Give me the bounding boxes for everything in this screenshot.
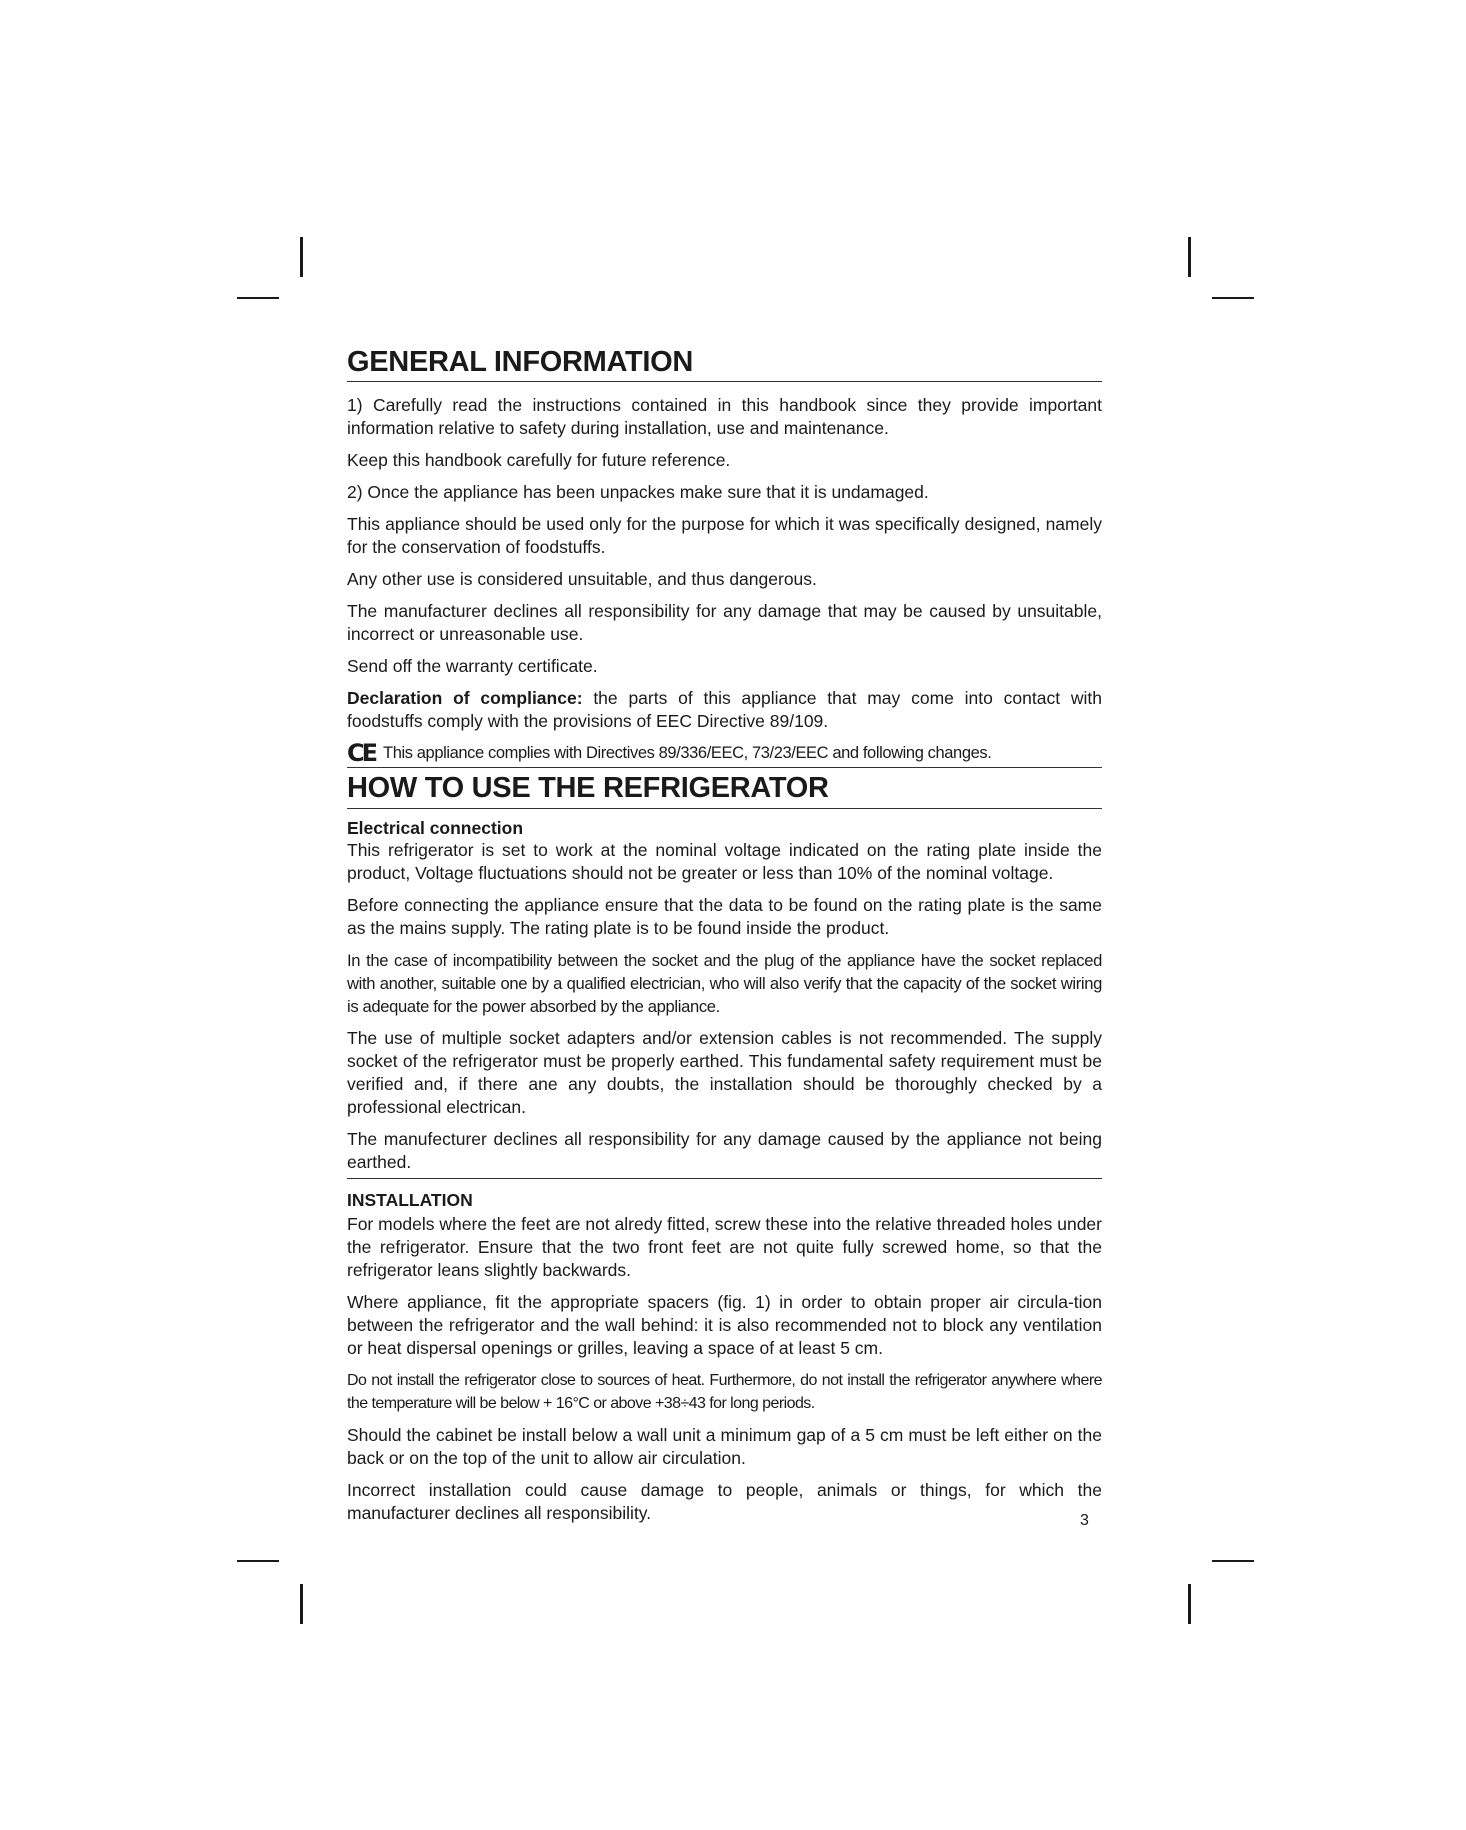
electrical-paragraph-3: In the case of incompatibility between the socket and the plug of the appliance have the socket replaced with another, suitable one by a qualified electrician, who will also verify that the capacity of the socket wiring is adequate for the power absorbed by the appliance.: [347, 950, 1102, 1016]
electrical-paragraph-1: This refrigerator is set to work at the nominal voltage indicated on the rating plate inside the product, Voltage fluctuations should not be greater or less than 10% of the nominal voltage.: [347, 839, 1102, 883]
electrical-paragraph-2: Before connecting the appliance ensure that the data to be found on the rating plate is the same as the mains supply. The rating plate is to be found inside the product.: [347, 894, 1102, 938]
general-paragraph-3: 2) Once the appliance has been unpackes make sure that it is undamaged.: [347, 482, 929, 503]
declaration-paragraph: [347, 687, 1102, 733]
crop-mark-bottom-right-horizontal: [1212, 1560, 1254, 1562]
crop-mark-bottom-left-vertical: [300, 1584, 303, 1624]
ce-compliance-text: This appliance complies with Directives 89/336/EEC, 73/23/EEC and following changes.: [383, 744, 992, 763]
general-paragraph-7: Send off the warranty certificate.: [347, 656, 598, 677]
crop-mark-top-right-horizontal: [1212, 297, 1254, 299]
installation-paragraph-3: Do not install the refrigerator close to sources of heat. Furthermore, do not install the refrigerator anywhere where the temperature will be below + 16°C or above +38÷43 for long periods.: [347, 1371, 1102, 1412]
crop-mark-bottom-right-vertical: [1188, 1584, 1191, 1624]
general-paragraph-1: 1) Carefully read the instructions contained in this handbook since they provide important information relative to safety during installation, use and maintenance.: [347, 395, 1102, 439]
installation-paragraph-5: Incorrect installation could cause damage to people, animals or things, for which the manufacturer declines all responsibility.: [347, 1479, 1102, 1523]
ce-mark-icon: CE: [347, 739, 376, 768]
installation-paragraph-1: For models where the feet are not alredy fitted, screw these into the relative threaded holes under the refrigerator. Ensure that the two front feet are not quite fully screwed home, so that the refrigerator leans slightly backwards.: [347, 1213, 1102, 1280]
general-information-title: GENERAL INFORMATION: [347, 346, 1102, 382]
crop-mark-top-right-vertical: [1188, 237, 1191, 277]
how-to-use-title: HOW TO USE THE REFRIGERATOR: [347, 772, 1102, 808]
electrical-connection-heading: Electrical connection: [347, 817, 524, 838]
ce-compliance-line: [347, 739, 1102, 768]
general-paragraph-4: This appliance should be used only for the purpose for which it was specifically designed, namely for the conservation of foodstuffs.: [347, 514, 1102, 558]
declaration-text: the parts of this appliance that may come into contact with foodstuffs comply with the provisions of EEC Directive 89/109.: [347, 688, 1103, 732]
electrical-paragraph-4: The use of multiple socket adapters and/or extension cables is not recommended. The supply socket of the refrigerator must be properly earthed. This fundamental safety requirement must be verified and, if there ane any doubts, the installation should be thoroughly checked by a professional electrican.: [347, 1027, 1102, 1117]
general-paragraph-2: Keep this handbook carefully for future reference.: [347, 450, 731, 471]
declaration-label: Declaration of compliance:: [347, 688, 583, 709]
installation-paragraph-2: Where appliance, fit the appropriate spacers (fig. 1) in order to obtain proper air circula-tion between the refrigerator and the wall behind: it is also recommended not to block any ventilation or heat dispersal openings or grilles, leaving a space of at least 5 cm.: [347, 1291, 1102, 1358]
section-divider: [347, 1178, 1102, 1179]
page-number: 3: [1080, 1512, 1089, 1529]
crop-mark-bottom-left-horizontal: [237, 1560, 279, 1562]
page-content: [347, 346, 1102, 1534]
installation-paragraph-4: Should the cabinet be install below a wall unit a minimum gap of a 5 cm must be left either on the back or on the top of the unit to allow air circulation.: [347, 1424, 1102, 1468]
crop-mark-top-left-vertical: [300, 237, 303, 277]
general-paragraph-6: The manufacturer declines all responsibility for any damage that may be caused by unsuitable, incorrect or unreasonable use.: [347, 601, 1102, 645]
installation-heading: INSTALLATION: [347, 1189, 473, 1210]
electrical-paragraph-5: The manufecturer declines all responsibility for any damage caused by the appliance not being earthed.: [347, 1128, 1102, 1172]
crop-mark-top-left-horizontal: [237, 297, 279, 299]
general-paragraph-5: Any other use is considered unsuitable, and thus dangerous.: [347, 569, 817, 590]
